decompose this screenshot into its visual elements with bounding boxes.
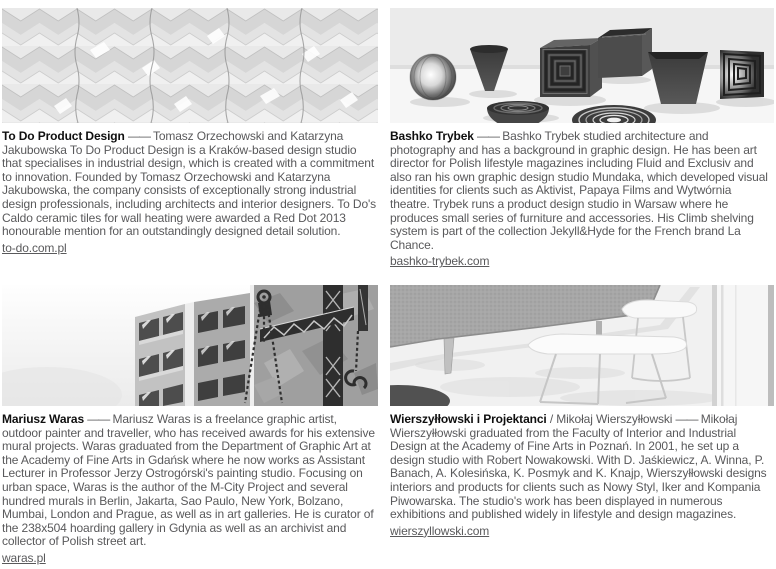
designer-card-todo [2,8,378,257]
designer-bio: Mariusz Waras is a freelance graphic artist, outdoor painter and traveller, who has received awards for his extensive mural projects. Waras graduated from the Department of Graphic Art at the Academy of Fine Arts in Gdańsk where he now works as Assistant Lecturer in Professor Jerzy Ostrogórski's painting studio. Focusing on urban space, Waras is the author of the M-City Project and several hundred murals in Berlin, Jakarta, Sao Paulo, New York, Bolzano, Mumbai, London and Prague, as well as in art galleries. He is curator of the 238x504 hoarding gallery in Gdynia as well as an archivist and collector of Polish street art. [2,412,375,549]
waras-mural-photo [2,285,378,406]
designer-card-waras [2,285,378,567]
designer-bio: Tomasz Orzechowski and Katarzyna Jakubowska To Do Product Design is a Kraków-based design studio that specialises in industrial design, which is created with a commitment to innovation. Founded by Tomasz Orzechowski and Katarzyna Jakubowska, the company consists of exceptionally strong industrial design professionals, including architects and interior designers. To Do's Caldo ceramic tiles for wall heating were awarded a Red Dot 2013 honourable mention for an outstandingly designed detail solution. [2,129,377,239]
designer-description [2,413,378,549]
designer-website-link[interactable]: to-do.com.pl [2,240,67,255]
trybek-vessels-photo [390,8,774,123]
designer-name: Bashko Trybek [390,129,474,143]
designer-name: Mariusz Waras [2,412,85,426]
designer-name: To Do Product Design [2,129,125,143]
designer-name: Wierszyłłowski i Projektanci [390,412,547,426]
designer-website-link[interactable]: bashko-trybek.com [390,254,490,269]
dark-vessels-illustration [390,8,774,123]
designer-website-link[interactable]: waras.pl [2,550,46,565]
title-separator: —— [675,412,698,426]
wierszyllowski-interior-photo [390,285,774,406]
crane-mural-illustration [2,285,378,406]
todo-tiles-photo [2,8,378,123]
designer-card-wierszyllowski [390,285,774,540]
designer-bio: Mikołaj Wierszyłłowski graduated from the Faculty of Interior and Industrial Design at the Academy of Fine Arts in Poznań. In 2001, he set up a design studio with Robert Nowakowski. With D. Jaśkiewicz, A. Winna, P. Banach, A. Kolesińska, K. Posmyk and K. Knajp, Wierszyłłowski designs interiors and products for clients such as Nowy Styl, Iker and Kompania Piwowarska. The studio's work has been displayed in numerous exhibitions and published widely in lifestyle and design magazines. [390,412,767,522]
designer-card-trybek [390,8,774,270]
title-separator: —— [127,129,150,143]
sofa-tables-illustration [390,285,774,406]
designer-website-link[interactable]: wierszyllowski.com [390,523,490,538]
designer-description [2,130,378,239]
designer-subtitle: / Mikołaj Wierszyłłowski [549,412,673,426]
designer-description [390,130,774,252]
designer-description [390,413,774,522]
ceramic-tiles-illustration [2,8,378,123]
title-separator: —— [477,129,500,143]
title-separator: —— [87,412,110,426]
designer-bio: Bashko Trybek studied architecture and photography and has a background in graphic design. He has been art director for Polish lifestyle magazines including Fluid and Exclusiv and also ran his own graphic design studio Mundaka, which developed visual identities for clients such as Aktivist, Papaya Films and Wytwórnia theatre. Trybek runs a product design studio in Warsaw where he produces small series of furniture and accessories. His Climb shelving system is part of the collection Jekyll&Hyde for the French brand La Chance. [390,129,768,252]
